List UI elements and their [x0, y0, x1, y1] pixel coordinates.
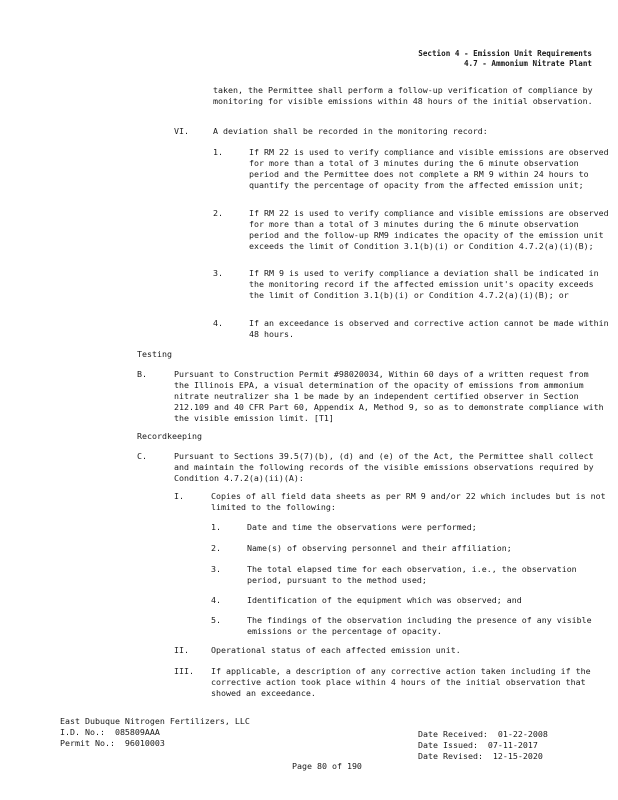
- footer-date-received: Date Received: 01-22-2008: [418, 729, 548, 739]
- footer-company: East Dubuque Nitrogen Fertilizers, LLC: [60, 716, 250, 726]
- deviation-item-number: 1.: [213, 147, 223, 157]
- records-item-text: The findings of the observation including the presence of any visible emissions or the percentage of opacity.: [247, 615, 592, 636]
- footer-date-issued: Date Issued: 07-11-2017: [418, 740, 538, 750]
- records-item-number: 3.: [211, 564, 221, 574]
- deviation-item-text: If RM 9 is used to verify compliance a deviation shall be indicated in the monitoring record if the affected emission unit's opacity exceeds the limit of Condition 3.1(b)(i) or Condition 4.7.2(a)(i)(B); or: [249, 268, 599, 300]
- records-numeral: I.: [174, 491, 184, 501]
- intro-paragraph: taken, the Permittee shall perform a follow-up verification of compliance by monitoring for visible emissions within 48 hours of the initial observation.: [213, 85, 593, 106]
- deviation-item-text: If an exceedance is observed and corrective action cannot be made within 48 hours.: [249, 318, 609, 339]
- records-text: If applicable, a description of any corrective action taken including if the corrective action took place within 4 hours of the initial observation that showed an exceedance.: [211, 666, 591, 698]
- records-item-number: 1.: [211, 522, 221, 532]
- records-numeral: II.: [174, 645, 189, 655]
- deviation-item-number: 2.: [213, 208, 223, 218]
- deviation-item-number: 4.: [213, 318, 223, 328]
- footer-date-revised: Date Revised: 12-15-2020: [418, 751, 543, 761]
- deviation-item-number: 3.: [213, 268, 223, 278]
- recordkeeping-heading: Recordkeeping: [137, 431, 202, 441]
- testing-heading: Testing: [137, 349, 172, 359]
- records-item-text: Date and time the observations were performed;: [247, 522, 477, 532]
- records-text: Operational status of each affected emission unit.: [211, 645, 461, 655]
- page-number: Page 80 of 190: [292, 761, 362, 771]
- subsection-header: 4.7 - Ammonium Nitrate Plant: [463, 59, 592, 68]
- records-text: Copies of all field data sheets as per RM 9 and/or 22 which includes but is not limited to the following:: [211, 491, 606, 512]
- records-item-text: Name(s) of observing personnel and their affiliation;: [247, 543, 512, 553]
- recordkeeping-letter: C.: [137, 451, 147, 461]
- recordkeeping-paragraph: Pursuant to Sections 39.5(7)(b), (d) and (e) of the Act, the Permittee shall collect and maintain the following records of the visible emissions observations required by Condition 4.7.2(a)(ii)(A):: [174, 451, 594, 483]
- records-item-text: Identification of the equipment which was observed; and: [247, 595, 522, 605]
- section-header: Section 4 - Emission Unit Requirements: [418, 49, 592, 58]
- footer-permit: Permit No.: 96010003: [60, 738, 165, 748]
- deviation-item-text: If RM 22 is used to verify compliance and visible emissions are observed for more than a total of 3 minutes during the 6 minute observation period and the follow-up RM9 indicates the opacity of the emission unit exceeds the limit of Condition 3.1(b)(i) or Condition 4.7.2(a)(i)(B);: [249, 208, 609, 251]
- records-item-number: 2.: [211, 543, 221, 553]
- deviation-item-text: If RM 22 is used to verify compliance and visible emissions are observed for more than a total of 3 minutes during the 6 minute observation period and the Permittee does not complete a RM 9 within 24 hours to quantify the percentage of opacity from the affected emission unit;: [249, 147, 609, 190]
- deviation-text: A deviation shall be recorded in the monitoring record:: [213, 126, 488, 136]
- records-item-text: The total elapsed time for each observation, i.e., the observation period, pursuant to the method used;: [247, 564, 577, 585]
- records-item-number: 4.: [211, 595, 221, 605]
- footer-id: I.D. No.: 085809AAA: [60, 727, 160, 737]
- testing-letter: B.: [137, 369, 147, 379]
- records-item-number: 5.: [211, 615, 221, 625]
- records-numeral: III.: [174, 666, 194, 676]
- testing-paragraph: Pursuant to Construction Permit #98020034, Within 60 days of a written request from the Illinois EPA, a visual determination of the opacity of emissions from ammonium nitrate neutralizer sha 1 be made by an independent certified observer in Section 212.109 and 40 CFR Part 60, Appendix A, Method 9, so as to demonstrate compliance with the visible emission limit. [T1]: [174, 369, 604, 423]
- deviation-numeral: VI.: [174, 126, 189, 136]
